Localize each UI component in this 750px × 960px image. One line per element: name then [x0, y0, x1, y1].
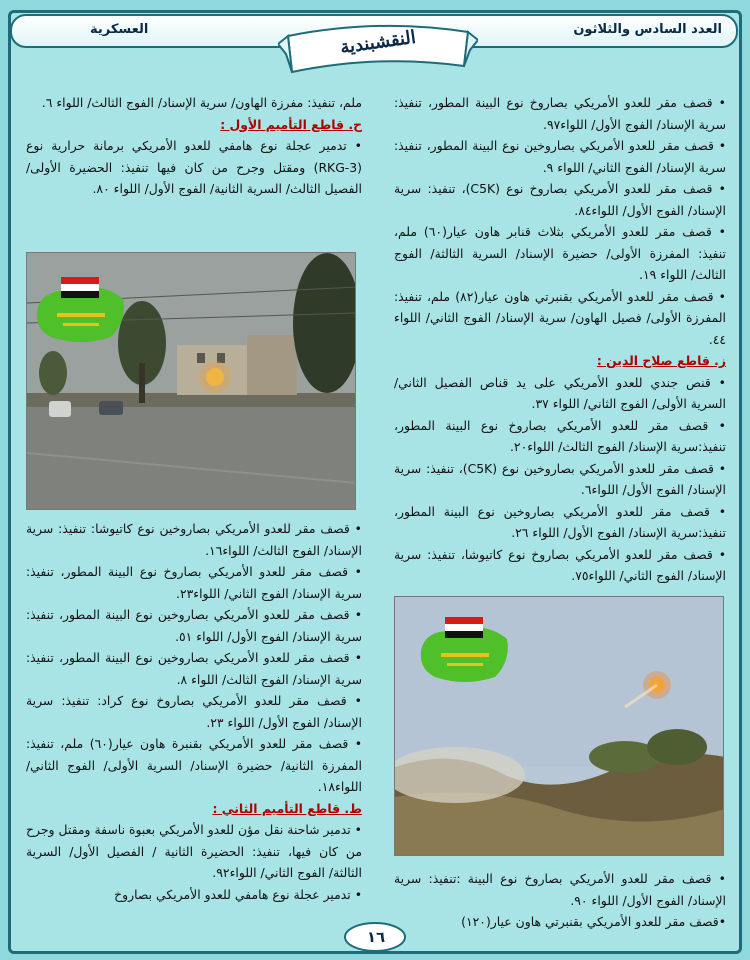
emblem-logo-icon — [31, 271, 131, 351]
left-column-bottom — [26, 518, 362, 905]
list-item: • قصف مقر للعدو الأمريكي بصاروخ نوع كراد: تنفيذ: سرية الإسناد/ الفوج الأول/ اللواء ٢٣. — [26, 693, 362, 730]
list-item: • قصف مقر للعدو الأمريكي بصاروخين نوع البينة المطور، تنفيذ: سرية الإسناد/ الفوج الثاني/ اللواء ٩. — [394, 138, 726, 175]
right-column-bottom — [394, 868, 726, 933]
list-item: • تدمير عجلة نوع هامفي للعدو الأمريكي بصاروخ — [114, 886, 362, 902]
list-item: •قصف مقر للعدو الأمريكي بقنبرتي هاون عيار(١٢٠) — [461, 914, 726, 929]
list-item: • قصف مقر للعدو الأمريكي بقنبرة هاون عيار(٦٠) ملم، تنفيذ: المفرزة الثانية/ حضيرة الإسناد/ السرية الأولى/ الفوج الثاني/ اللواء١٨. — [26, 736, 363, 794]
list-item: • قصف مقر للعدو الأمريكي بصاروخ نوع (C5K)، تنفيذ: سرية الإسناد/ الفوج الأول/ اللواء٨٤. — [394, 181, 726, 218]
list-item: • قصف مقر للعدو الأمريكي بصاروخين نوع البينة المطور، تنفيذ: سرية الإسناد/ الفوج الأول/ اللواء ٥١. — [26, 607, 362, 644]
list-item: • تدمير عجلة نوع هامفي للعدو الأمريكي برمانة حرارية نوع (RKG-3) ومقتل وجرح من كان فيها تنفيذ: الحضيرة الأولى/ الفصيل الثالث/ السرية الثانية/ الفوج الأول/ اللواء ٨٠. — [26, 138, 362, 196]
page-number: ١٦ — [366, 928, 386, 946]
list-item: • قصف مقر للعدو الأمريكي بصاروخ نوع البينة :تنفيذ: سرية الإسناد/ الفوج الأول/ اللواء ٩٠. — [394, 871, 726, 908]
sector-heading: ز. قاطع صلاح الدين : — [596, 353, 726, 368]
list-item: • قصف مقر للعدو الأمريكي بصاروخين نوع (C5K)، تنفيذ: سرية الإسناد/ الفوج الأول/ اللواء٦. — [394, 460, 726, 497]
issue-label: العدد السادس والثلاثون — [573, 22, 722, 37]
list-item: • قصف مقر للعدو الأمريكي بصاروخين نوع البينة المطور، تنفيذ:سرية الإسناد/ الفوج الأول/ اللواء ٢٦. — [394, 503, 726, 540]
left-column-top — [26, 92, 362, 200]
sector-heading: ط. قاطع التأميم الثاني : — [212, 800, 362, 816]
list-item: • قصف مقر للعدو الأمريكي بصاروخ نوع البينة المطور، تنفيذ: سرية الإسناد/ الفوج الأول/ اللواء٩٧. — [394, 95, 726, 132]
emblem-logo-icon — [415, 611, 515, 691]
list-item: • قصف مقر للعدو الأمريكي بثلاث قنابر هاون عيار(٦٠) ملم، تنفيذ: المفرزة الأولى/ حضيرة الإسناد/ السرية الثالثة/ الفوج الثالث/ اللواء ١٩. — [394, 224, 726, 282]
photo-street-attack — [26, 252, 356, 510]
list-item: • قصف مقر للعدو الأمريكي بصاروخ نوع البينة المطور، تنفيذ: سرية الإسناد/ الفوج الثاني/ اللواء٢٣. — [26, 564, 362, 601]
right-column — [394, 92, 726, 587]
list-item: • قصف مقر للعدو الأمريكي بصاروخين نوع البينة المطور، تنفيذ: سرية الإسناد/ الفوج الثالث/ اللواء ٨. — [26, 650, 362, 687]
brand-title: النقشبندية — [338, 26, 418, 59]
list-item: • قصف مقر للعدو الأمريكي بصاروخ نوع البينة المطور، تنفيذ:سرية الإسناد/ الفوج الثالث/ اللواء٢٠. — [394, 417, 726, 454]
list-item: • قنص جندي للعدو الأمريكي على يد قناص الفصيل الثاني/ السرية الأولى/ الفوج الثاني/ اللواء ٣٧. — [394, 374, 726, 411]
sector-heading: ح. قاطع التأميم الأول : — [220, 116, 362, 132]
list-item: • قصف مقر للعدو الأمريكي بقنبرتي هاون عيار(٨٢) ملم، تنفيذ: المفرزة الأولى/ فصيل الهاون/ سرية الإسناد/ الفوج الثاني/ اللواء ٤٤. — [394, 288, 726, 347]
list-item: • قصف مقر للعدو الأمريكي بصاروخ نوع كاتيوشا، تنفيذ: سرية الإسناد/ الفوج الثاني/ اللواء٧٥. — [394, 546, 726, 583]
list-item: • تدمير شاحنة نقل مؤن للعدو الأمريكي بعبوة ناسفة ومقتل وجرح من كان فيها، تنفيذ: الحضيرة الثانية / الفصيل الأول/ السرية الثالثة/ الفوج الثاني/ اللواء٩٢. — [26, 822, 362, 880]
photo-rocket-launch — [394, 596, 724, 856]
list-item: • قصف مقر للعدو الأمريكي بصاروخين نوع كاتيوشا: تنفيذ: سرية الإسناد/ الفوج الثالث/ اللواء١٦. — [26, 521, 362, 558]
list-item: ملم، تنفيذ: مفرزة الهاون/ سرية الإسناد/ الفوج الثالث/ اللواء ٦. — [41, 95, 362, 110]
section-label: العسكرية — [90, 22, 149, 37]
